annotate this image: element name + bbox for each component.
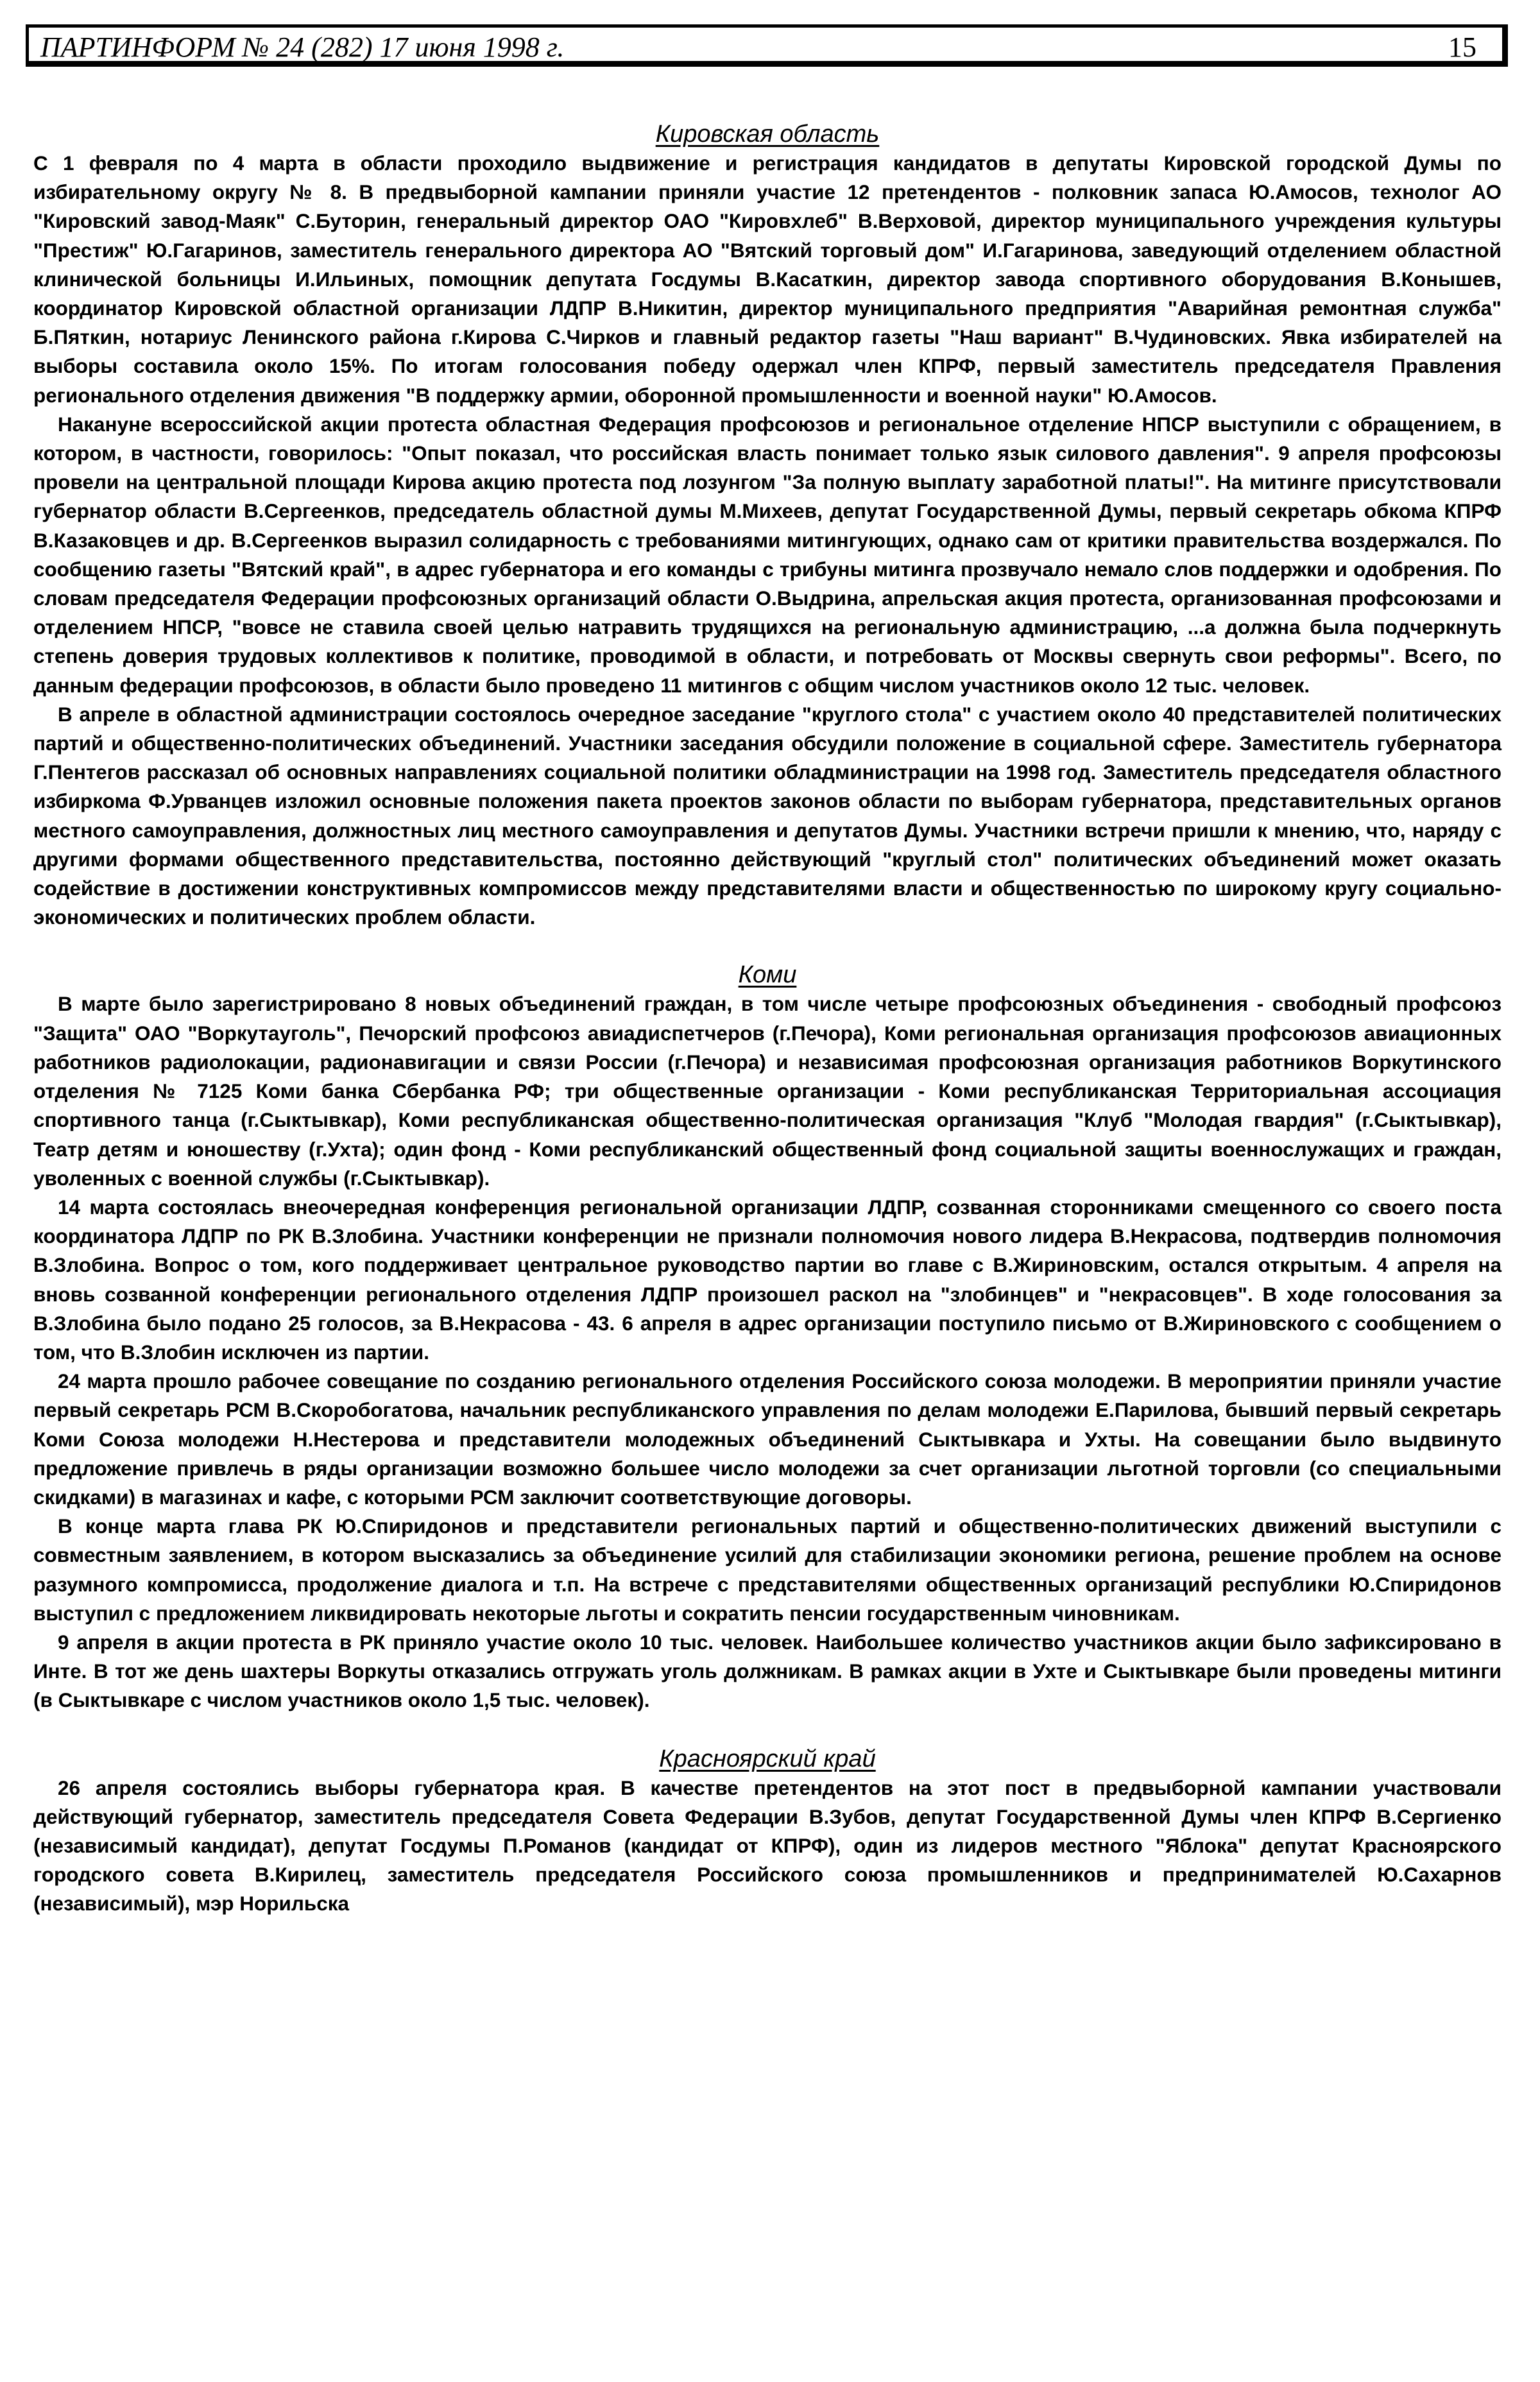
paragraph: В конце марта глава РК Ю.Спиридонов и представители региональных партий и общественно-политических движений выступили с совместным заявлением, в котором высказались за объединение усилий для стабилизации экономики региона, решение проблем на основе разумного компромисса, продолжение диалога и т.п. На встрече с представителями общественных организаций республики Ю.Спиридонов выступил с предложением ликвидировать некоторые льготы и сократить пенсии государственным чиновникам. (33, 1514, 1502, 1625)
publication-title: ПАРТИНФОРМ № 24 (282) 17 июня 1998 г. (40, 31, 565, 63)
section-heading-kirov: Кировская область (655, 121, 880, 148)
paragraph: 26 апреля состоялись выборы губернатора края. В качестве претендентов на этот пост в предвыборной кампании участвовали действующий губернатор, заместитель председателя Совета Федерации В.Зубов, депутат Государственной Думы член КПРФ В.Сергиенко (независимый кандидат), депутат Госдумы П.Романов (кандидат от КПРФ), один из лидеров местного "Яблока" депутат Красноярского городского совета В.Кирилец, заместитель председателя Российского союза промышленников и предпринимателей Ю.Сахарнов (независимый), мэр Норильска (33, 1776, 1502, 1915)
paragraph: 9 апреля в акции протеста в РК приняло участие около 10 тыс. человек. Наибольшее количество участников акции было зафиксировано в Инте. В тот же день шахтеры Воркуты отказались отгружать уголь должникам. В рамках акции в Ухте и Сыктывкаре были проведены митинги (в Сыктывкаре с числом участников около 1,5 тыс. человек). (33, 1630, 1502, 1712)
article-body (33, 119, 1502, 1919)
paragraph: В апреле в областной администрации состоялось очередное заседание "круглого стола" с участием около 40 представителей политических партий и общественно-политических объединений. Участники заседания обсудили положение в социальной сфере. Заместитель губернатора Г.Пентегов рассказал об основных направлениях социальной политики обладминистрации на 1998 год. Заместитель председателя областного избиркома Ф.Урванцев изложил основные положения пакета проектов законов области по выборам губернатора, представительных органов местного самоуправления, должностных лиц местного самоуправления и депутатов Думы. Участники встречи пришли к мнению, что, наряду с другими формами общественного представительства, постоянно действующий "круглый стол" политических объединений может оказать содействие в достижении конструктивных компромиссов между представителями власти и общественностью по широкому кругу социально-экономических и политических проблем области. (33, 702, 1502, 929)
paragraph: Накануне всероссийской акции протеста областная Федерация профсоюзов и региональное отделение НПСР выступили с обращением, в котором, в частности, говорилось: "Опыт показал, что российская власть понимает только язык силового давления". 9 апреля профсоюзы провели на центральной площади Кирова акцию протеста под лозунгом "За полную выплату заработной платы!". На митинге присутствовали губернатор области В.Сергеенков, председатель областной думы М.Михеев, депутат Государственной Думы, первый секретарь обкома КПРФ В.Казаковцев и др. В.Сергеенков выразил солидарность с требованиями митингующих, однако сам от критики правительства воздержался. По сообщению газеты "Вятский край", в адрес губернатора и его команды с трибуны митинга прозвучало немало слов поддержки и одобрения. По словам председателя Федерации профсоюзных организаций области О.Выдрина, апрельская акция протеста, организованная профсоюзами и отделением НПСР, "вовсе не ставила своей целью натравить трудящихся на региональную администрацию, ...а должна была подчеркнуть степень доверия трудовых коллективов к политике, проводимой в области, и потребовать от Москвы свернуть свои реформы". Всего, по данным федерации профсоюзов, в области было проведено 11 митингов с общим числом участников около 12 тыс. человек. (33, 412, 1502, 697)
section-heading-komi: Коми (738, 961, 797, 989)
section-spacer (33, 1715, 1502, 1744)
paragraph: 14 марта состоялась внеочередная конференция региональной организации ЛДПР, созванная сторонниками смещенного со своего поста координатора ЛДПР по РК В.Злобина. Участники конференции не признали полномочия нового лидера В.Некрасова, подтвердив полномочия В.Злобина. Вопрос о том, кого поддерживает центральное руководство партии во главе с В.Жириновским, остался открытым. 4 апреля на вновь созванной конференции регионального отделения ЛДПР произошел раскол на "злобинцев" и "некрасовцев". В ходе голосования за В.Злобина было подано 25 голосов, за В.Некрасова - 43. 6 апреля в адрес организации поступило письмо от В.Жириновского с сообщением о том, что В.Злобин исключен из партии. (33, 1195, 1502, 1364)
section-spacer (33, 932, 1502, 960)
page-number: 15 (1448, 31, 1476, 63)
paragraph: В марте было зарегистрировано 8 новых объединений граждан, в том числе четыре профсоюзных объединения - свободный профсоюз "Защита" ОАО "Воркутауголь", Печорский профсоюз авиадиспетчеров (г.Печора), Коми региональная организация профсоюзов авиационных работников радиолокации, радионавигации и связи России (г.Печора) и независимая профсоюзная организация работников Воркутинского отделения № 7125 Коми банка Сбербанка РФ; три общественные организации - Коми республиканская Территориальная ассоциация спортивного танца (г.Сыктывкар), Коми республиканская общественно-политическая организация "Клуб "Молодая гвардия" (г.Сыктывкар), Театр детям и юношеству (г.Ухта); один фонд - Коми республиканский общественный фонд социальной защиты военнослужащих и граждан, уволенных с военной службы (г.Сыктывкар). (33, 992, 1502, 1190)
page-header (26, 24, 1508, 67)
section-heading-krasnoyarsk: Красноярский край (659, 1745, 876, 1772)
paragraph: С 1 февраля по 4 марта в области проходило выдвижение и регистрация кандидатов в депутаты Кировской городской Думы по избирательному округу № 8. В предвыборной кампании приняли участие 12 претендентов - полковник запаса Ю.Амосов, технолог АО "Кировский завод-Маяк" С.Буторин, генеральный директор ОАО "Кировхлеб" В.Верховой, директор муниципального учреждения культуры "Престиж" Ю.Гагаринов, заместитель генерального директора АО "Вятский торговый дом" И.Гагаринова, заведующий отделением областной клинической больницы И.Ильиных, помощник депутата Госдумы В.Касаткин, директор завода спортивного оборудования В.Конышев, координатор Кировской областной организации ЛДПР В.Никитин, директор муниципального предприятия "Аварийная ремонтная служба" Б.Пяткин, нотариус Ленинского района г.Кирова С.Чирков и главный редактор газеты "Наш вариант" В.Чудиновских. Явка избирателей на выборы составила около 15%. По итогам голосования победу одержал член КПРФ, первый заместитель председателя Правления регионального отделения движения "В поддержку армии, оборонной промышленности и военной науки" Ю.Амосов. (33, 151, 1502, 407)
paragraph: 24 марта прошло рабочее совещание по созданию регионального отделения Российского союза молодежи. В мероприятии приняли участие первый секретарь РСМ В.Скоробогатова, начальник республиканского управления по делам молодежи Е.Парилова, бывший первый секретарь Коми Союза молодежи Н.Нестерова и представители молодежных объединений Сыктывкара и Ухты. На совещании было выдвинуто предложение привлечь в ряды организации возможно большее число молодежи за счет организации льготной торговли (со специальными скидками) в магазинах и кафе, с которыми РСМ заключит соответствующие договоры. (33, 1369, 1502, 1509)
